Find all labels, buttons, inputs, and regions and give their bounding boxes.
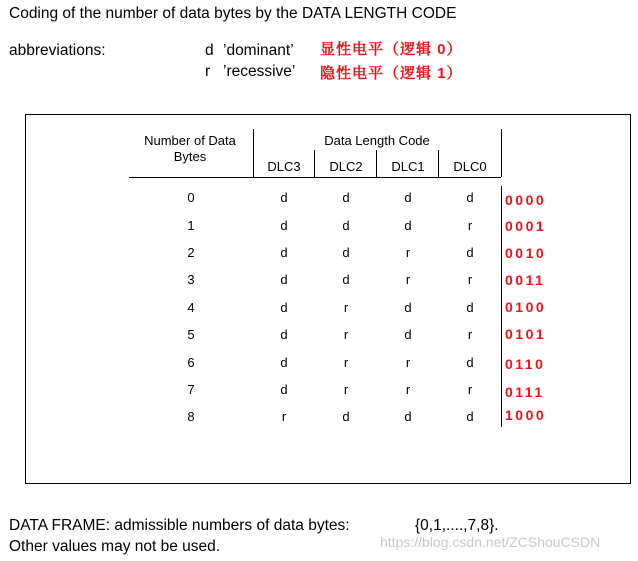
footer-other-values: Other values may not be used. — [9, 538, 221, 555]
row-dlc0: d — [466, 300, 474, 315]
dlc0-header: DLC0 — [453, 159, 487, 174]
row-dlc3: d — [280, 245, 288, 260]
row-dlc1: d — [404, 190, 412, 205]
row-binary: 0101 — [505, 326, 547, 342]
header-underline — [129, 177, 501, 178]
watermark: https://blog.csdn.net/ZCShouCSDN — [380, 534, 601, 550]
dlc1-header: DLC1 — [391, 159, 425, 174]
dominant-letter: d — [205, 42, 214, 59]
row-dlc2: d — [342, 272, 350, 287]
row-bytes: 4 — [187, 300, 195, 315]
row-dlc0: r — [467, 218, 473, 233]
dlc3-header: DLC3 — [267, 159, 301, 174]
header-divider-right — [501, 129, 502, 177]
row-bytes: 2 — [187, 245, 195, 260]
row-dlc1: r — [405, 382, 411, 397]
row-dlc2: d — [342, 245, 350, 260]
bytes-header-line1: Number of Data — [144, 133, 236, 148]
row-dlc0: r — [467, 327, 473, 342]
row-dlc0: d — [466, 409, 474, 424]
row-dlc1: r — [405, 245, 411, 260]
dlc-divider-3 — [438, 150, 439, 178]
footer-admissible-set: {0,1,....,7,8}. — [415, 517, 499, 534]
row-dlc3: d — [280, 355, 288, 370]
row-dlc2: d — [342, 409, 350, 424]
binary-column-divider — [501, 186, 502, 427]
row-dlc2: r — [343, 355, 349, 370]
row-binary: 0111 — [505, 384, 545, 400]
dominant-word: ’dominant’ — [223, 42, 294, 59]
row-dlc0: d — [466, 355, 474, 370]
dlc-divider-1 — [314, 150, 315, 178]
row-dlc1: d — [404, 327, 412, 342]
row-bytes: 0 — [187, 190, 195, 205]
row-binary: 0000 — [505, 192, 547, 208]
recessive-note: 隐性电平（逻辑 1） — [320, 65, 463, 82]
row-dlc2: d — [342, 190, 350, 205]
row-dlc1: d — [404, 409, 412, 424]
document-title: Coding of the number of data bytes by the DATA LENGTH CODE — [9, 5, 457, 22]
bytes-header-line2: Bytes — [173, 149, 207, 164]
row-bytes: 3 — [187, 272, 195, 287]
row-binary: 0001 — [505, 218, 547, 234]
row-binary: 0110 — [505, 356, 546, 372]
dlc-divider-2 — [376, 150, 377, 178]
dominant-note: 显性电平（逻辑 0） — [320, 41, 463, 58]
row-dlc0: d — [466, 245, 474, 260]
row-dlc3: d — [280, 218, 288, 233]
row-bytes: 5 — [187, 327, 195, 342]
row-bytes: 7 — [187, 382, 195, 397]
footer-admissible-text: DATA FRAME: admissible numbers of data bytes: — [9, 517, 350, 534]
row-bytes: 1 — [187, 218, 195, 233]
row-bytes: 8 — [187, 409, 195, 424]
row-dlc2: r — [343, 327, 349, 342]
row-dlc2: r — [343, 382, 349, 397]
dlc2-header: DLC2 — [329, 159, 363, 174]
recessive-letter: r — [205, 63, 211, 80]
dlc-group-header: Data Length Code — [324, 133, 430, 148]
row-dlc0: r — [467, 272, 473, 287]
row-dlc3: d — [280, 327, 288, 342]
row-dlc0: d — [466, 190, 474, 205]
row-dlc3: r — [281, 409, 287, 424]
row-bytes: 6 — [187, 355, 195, 370]
row-dlc1: d — [404, 218, 412, 233]
row-dlc3: d — [280, 272, 288, 287]
row-dlc3: d — [280, 190, 288, 205]
row-binary: 1000 — [505, 407, 547, 423]
row-dlc2: d — [342, 218, 350, 233]
recessive-word: ’recessive’ — [223, 63, 296, 80]
row-dlc1: r — [405, 272, 411, 287]
row-binary: 0011 — [505, 272, 546, 288]
row-dlc2: r — [343, 300, 349, 315]
row-dlc1: d — [404, 300, 412, 315]
row-dlc3: d — [280, 300, 288, 315]
row-dlc3: d — [280, 382, 288, 397]
row-dlc0: r — [467, 382, 473, 397]
row-dlc1: r — [405, 355, 411, 370]
abbreviations-label: abbreviations: — [9, 42, 106, 59]
row-binary: 0100 — [505, 299, 547, 315]
row-binary: 0010 — [505, 245, 547, 261]
